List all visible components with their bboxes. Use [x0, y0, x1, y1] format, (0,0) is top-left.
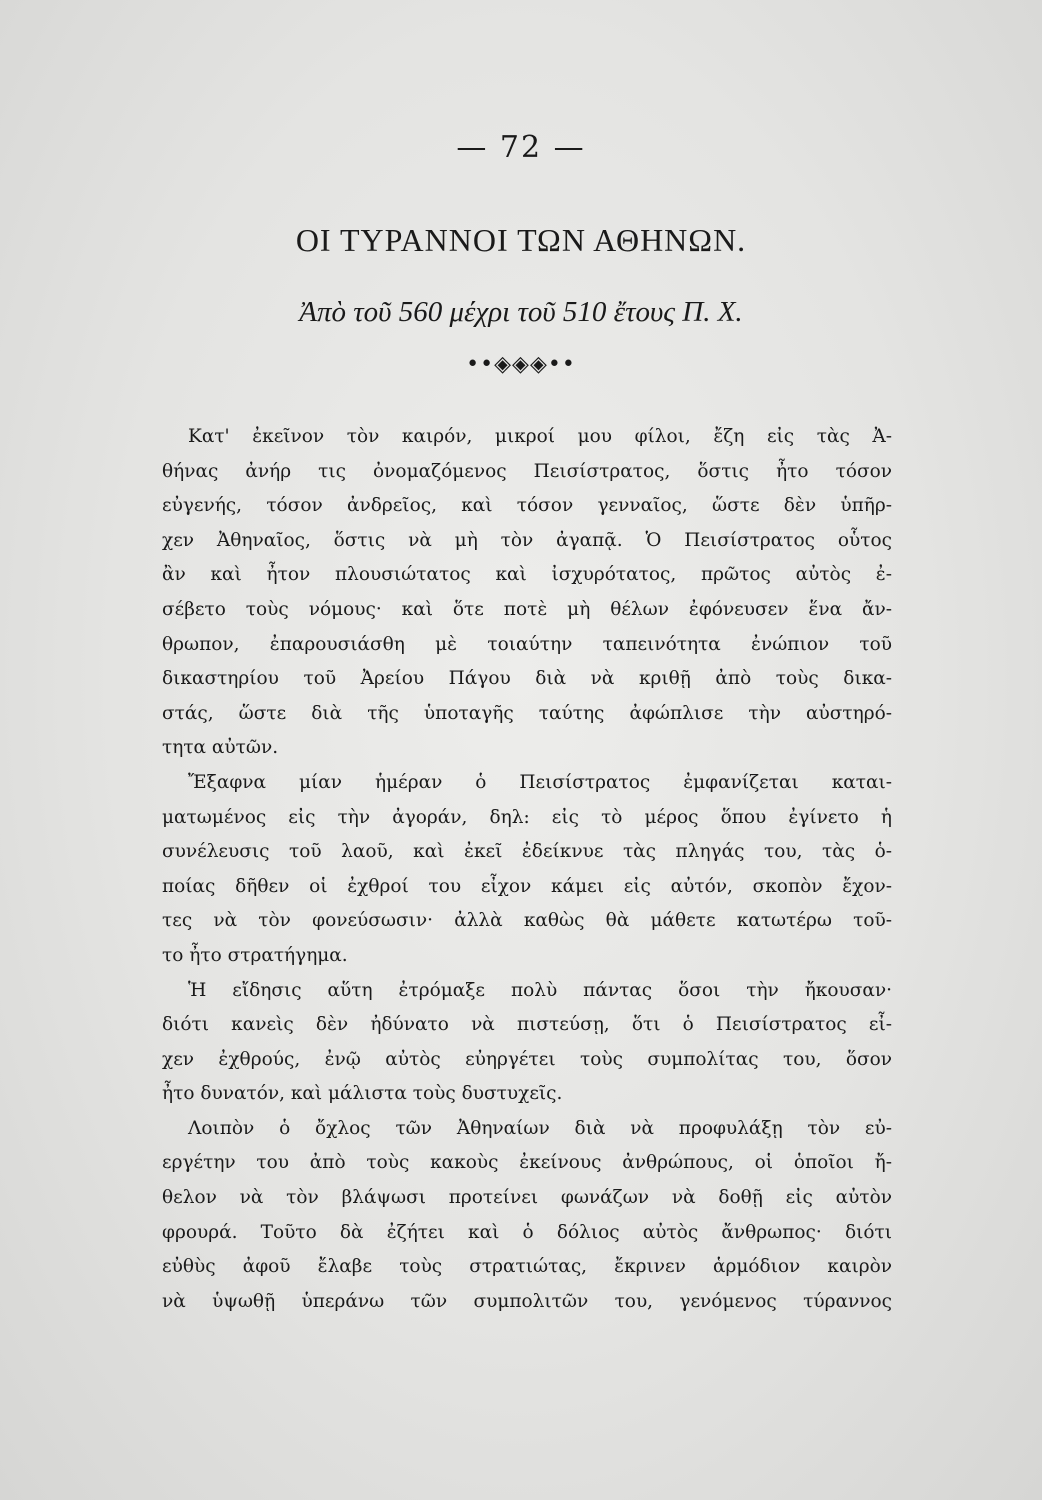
text-line: ποίας δῆθεν οἱ ἐχθροί του εἶχον κάμει εἰς αὐτόν, σκοπὸν ἔχον- — [162, 875, 892, 897]
text-line: εργέτην του ἀπὸ τοὺς κακοὺς ἐκείνους ἀνθρώπους, οἱ ὁποῖοι ἤ- — [162, 1152, 892, 1174]
text-line: δικαστηρίου τοῦ Ἀρείου Πάγου διὰ νὰ κριθῇ ἀπὸ τοὺς δικα- — [162, 668, 892, 690]
text-line: νὰ ὑψωθῇ ὑπεράνω τῶν συμπολιτῶν του, γενόμενος τύραννος — [162, 1290, 892, 1312]
text-line: τες νὰ τὸν φονεύσωσιν· ἀλλὰ καθὼς θὰ μάθετε κατωτέρω τοῦ- — [162, 910, 892, 932]
text-line: θελον νὰ τὸν βλάψωσι προτείνει φωνάζων νὰ δοθῇ εἰς αὐτὸν — [162, 1187, 892, 1209]
paragraph-1 — [162, 420, 892, 766]
chapter-title: ΟΙ ΤΥΡΑΝΝΟΙ ΤΩΝ ΑΘΗΝΩΝ. — [295, 222, 747, 258]
text-line: ἂν καὶ ἦτον πλουσιώτατος καὶ ἰσχυρότατος, πρῶτος αὐτὸς ἐ- — [162, 564, 892, 586]
text-line: τητα αὐτῶν. — [162, 737, 279, 759]
text-line: θήνας ἀνήρ τις ὀνομαζόμενος Πεισίστρατος, ὅστις ἦτο τόσον — [162, 460, 892, 482]
page-number: — 72 — — [456, 130, 586, 165]
text-line: διότι κανεὶς δὲν ἠδύνατο νὰ πιστεύσῃ, ὅτι ὁ Πεισίστρατος εἶ- — [162, 1014, 892, 1036]
paragraph-2 — [162, 766, 892, 974]
text-line: ματωμένος εἰς τὴν ἀγοράν, δηλ: εἰς τὸ μέρος ὅπου ἐγίνετο ἡ — [162, 806, 892, 828]
text-line: εὐθὺς ἀφοῦ ἔλαβε τοὺς στρατιώτας, ἔκρινεν ἁρμόδιον καιρὸν — [162, 1256, 892, 1278]
text-line: χεν ἐχθρούς, ἐνῷ αὐτὸς εὐηργέτει τοὺς συμπολίτας του, ὅσον — [162, 1048, 892, 1070]
text-line: Λοιπὸν ὁ ὄχλος τῶν Ἀθηναίων διὰ νὰ προφυλάξῃ τὸν εὐ- — [188, 1117, 892, 1139]
text-line: συνέλευσις τοῦ λαοῦ, καὶ ἐκεῖ ἐδείκνυε τὰς πληγάς του, τὰς ὁ- — [162, 841, 892, 863]
text-line: θρωπον, ἐπαρουσιάσθη μὲ τοιαύτην ταπεινότητα ἐνώπιον τοῦ — [162, 633, 892, 655]
text-line: Ἔξαφνα μίαν ἡμέραν ὁ Πεισίστρατος ἐμφανίζεται καται- — [188, 771, 892, 793]
ornament-divider: ••◈◈◈•• — [466, 352, 576, 377]
paragraph-4 — [162, 1112, 892, 1320]
text-line: σέβετο τοὺς νόμους· καὶ ὅτε ποτὲ μὴ θέλων ἐφόνευσεν ἕνα ἄν- — [162, 598, 892, 620]
text-line: ἦτο δυνατόν, καὶ μάλιστα τοὺς δυστυχεῖς. — [162, 1083, 563, 1105]
text-line: Ἡ εἴδησις αὕτη ἐτρόμαξε πολὺ πάντας ὅσοι τὴν ἤκουσαν· — [188, 979, 892, 1001]
paragraph-3 — [162, 974, 892, 1112]
text-line: εὐγενής, τόσον ἀνδρεῖος, καὶ τόσον γενναῖος, ὥστε δὲν ὑπῆρ- — [162, 495, 892, 517]
text-line: χεν Ἀθηναῖος, ὅστις νὰ μὴ τὸν ἀγαπᾷ. Ὁ Πεισίστρατος οὗτος — [162, 529, 892, 551]
text-line: Κατ' ἐκεῖνον τὸν καιρόν, μικροί μου φίλοι, ἔζη εἰς τὰς Ἀ- — [188, 426, 892, 447]
text-line: το ἦτο στρατήγημα. — [162, 944, 348, 966]
text-line: φρουρά. Τοῦτο δὰ ἐζήτει καὶ ὁ δόλιος αὐτὸς ἄνθρωπος· διότι — [162, 1221, 892, 1243]
text-line: στάς, ὥστε διὰ τῆς ὑποταγῆς ταύτης ἀφώπλισε τὴν αὐστηρό- — [162, 702, 892, 724]
body-text — [162, 420, 892, 1319]
chapter-subtitle: Ἀπὸ τοῦ 560 μέχρι τοῦ 510 ἔτους Π. Χ. — [299, 296, 743, 328]
